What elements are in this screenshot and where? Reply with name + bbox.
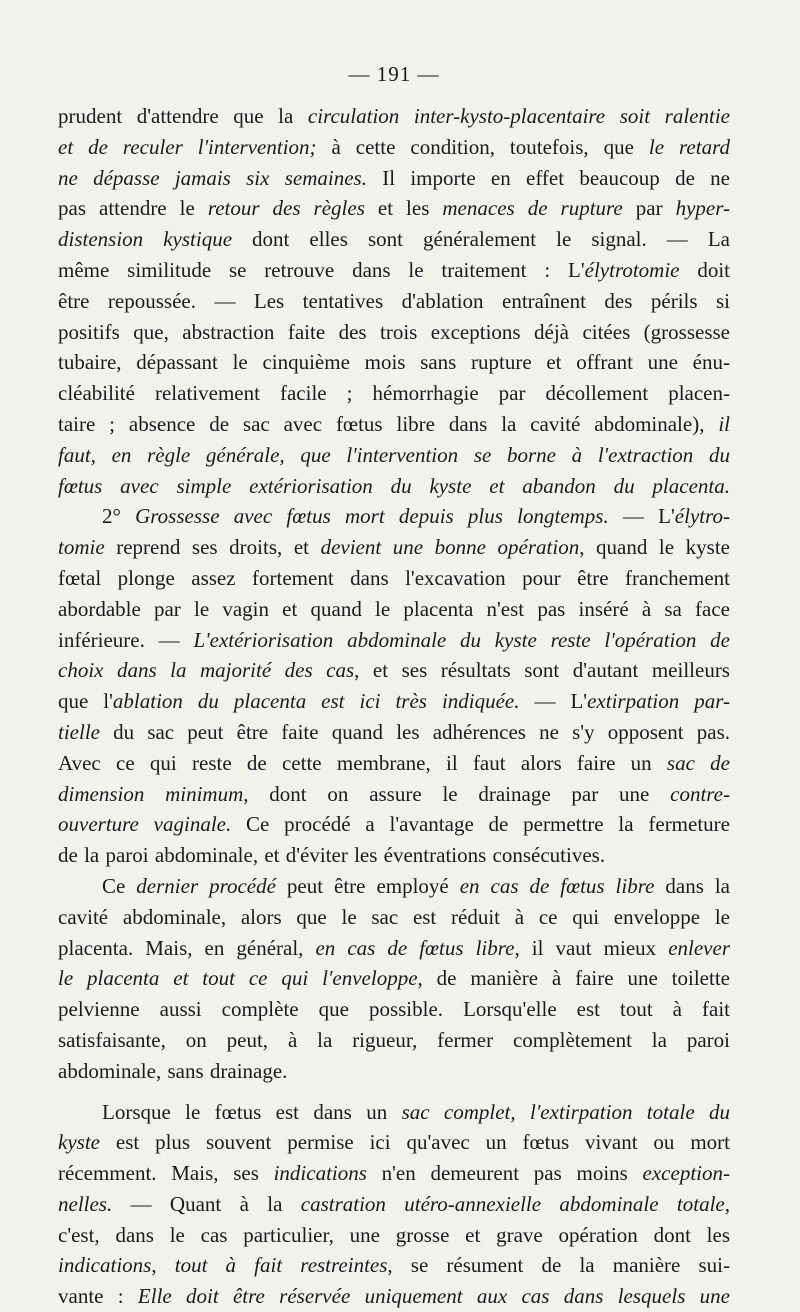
text-line — [58, 1127, 730, 1158]
text-line — [58, 317, 730, 348]
text-line — [58, 471, 730, 502]
italic-run: faut, en règle générale, que l'intervention se borne à l'extraction du — [58, 443, 730, 467]
text-run: cavité abdominale, alors que le sac est réduit à ce qui enveloppe le — [58, 905, 730, 929]
text-line — [58, 686, 730, 717]
text-run: fœtal plonge assez fortement dans l'excavation pour être franchement — [58, 566, 730, 590]
text-run: Il importe en effet beaucoup de ne — [367, 166, 730, 190]
italic-run: sac de — [667, 751, 730, 775]
text-line — [58, 101, 730, 132]
text-line — [58, 1281, 730, 1312]
italic-run: kyste — [58, 1130, 100, 1154]
text-run: pas attendre le — [58, 196, 208, 220]
text-run: inférieure. — — [58, 628, 193, 652]
text-line — [58, 286, 730, 317]
text-run: satisfaisante, on peut, à la rigueur, fermer complètement la paroi — [58, 1028, 730, 1052]
text-line — [58, 809, 730, 840]
text-run: , dont on assure le drainage par une — [243, 782, 670, 806]
italic-run: en cas de fœtus libre — [460, 874, 655, 898]
text-line — [58, 655, 730, 686]
text-run: , se résument de la manière sui- — [387, 1253, 730, 1277]
text-run: — Quant à la — [112, 1192, 301, 1216]
text-line — [58, 378, 730, 409]
italic-run: il — [718, 412, 730, 436]
italic-run: tout à fait restreintes — [175, 1253, 388, 1277]
italic-run: sac complet, l'extirpation totale du — [402, 1100, 730, 1124]
text-line — [58, 625, 730, 656]
text-run: , — [151, 1253, 174, 1277]
text-line — [58, 409, 730, 440]
text-run: cléabilité relativement facile ; hémorrhagie par décollement placen- — [58, 381, 730, 405]
italic-run: dimension minimum — [58, 782, 243, 806]
text-line — [58, 594, 730, 625]
italic-run: indications — [274, 1161, 367, 1185]
text-run: positifs que, abstraction faite des trois exceptions déjà citées (grossesse — [58, 320, 730, 344]
text-run: , et ses résultats sont d'autant meilleurs — [354, 658, 730, 682]
italic-run: retour des règles — [208, 196, 365, 220]
italic-run: indications — [58, 1253, 151, 1277]
italic-run: contre- — [670, 782, 730, 806]
italic-run: élytrotomie — [585, 258, 680, 282]
text-run: — L' — [520, 689, 588, 713]
text-line — [58, 779, 730, 810]
text-line — [58, 963, 730, 994]
italic-run: tielle — [58, 720, 100, 744]
text-run: Avec ce qui reste de cette membrane, il faut alors faire un — [58, 751, 667, 775]
italic-run: ne dépasse jamais six semaines. — [58, 166, 367, 190]
text-run: , de manière à faire une toilette — [418, 966, 730, 990]
text-line — [58, 163, 730, 194]
italic-run: en cas de fœtus libre — [315, 936, 514, 960]
paragraph-2 — [58, 501, 730, 871]
text-line — [58, 347, 730, 378]
text-line — [58, 1220, 730, 1251]
text-run: dans la — [654, 874, 730, 898]
text-run: prudent d'attendre que la — [58, 104, 308, 128]
text-run: que l' — [58, 689, 113, 713]
italic-run: distension kystique — [58, 227, 232, 251]
text-run: récemment. Mais, ses — [58, 1161, 274, 1185]
italic-run: ablation du placenta est ici très indiquée. — [113, 689, 520, 713]
text-line — [58, 1097, 730, 1128]
text-line — [58, 563, 730, 594]
text-run: placenta. Mais, en général, — [58, 936, 315, 960]
italic-run: extirpation par- — [587, 689, 730, 713]
text-run: du sac peut être faite quand les adhérences ne s'y opposent pas. — [100, 720, 730, 744]
text-run: , — [725, 1192, 730, 1216]
text-run: abdominale, sans drainage. — [58, 1059, 287, 1083]
text-line — [58, 1158, 730, 1189]
text-line — [58, 1189, 730, 1220]
text-run: c'est, dans le cas particulier, une grosse et grave opération dont les — [58, 1223, 730, 1247]
text-run: , il vaut mieux — [514, 936, 668, 960]
text-run: , quand le kyste — [579, 535, 730, 559]
text-line — [58, 440, 730, 471]
italic-run: circulation inter-kysto-placentaire soit ralentie — [308, 104, 730, 128]
text-line — [58, 1056, 730, 1087]
italic-run: nelles. — [58, 1192, 112, 1216]
text-run: — L' — [609, 504, 675, 528]
text-line — [58, 255, 730, 286]
italic-run: L'extériorisation abdominale du kyste reste l'opération de — [193, 628, 730, 652]
italic-run: choix dans la majorité des cas — [58, 658, 354, 682]
text-line — [58, 193, 730, 224]
text-line — [58, 1025, 730, 1056]
text-line — [58, 132, 730, 163]
text-run: vante : — [58, 1284, 138, 1308]
italic-run: élytro- — [675, 504, 730, 528]
italic-run: tomie — [58, 535, 105, 559]
text-line — [58, 871, 730, 902]
text-run: doit — [680, 258, 731, 282]
text-run: Lorsque le fœtus est dans un — [102, 1100, 402, 1124]
text-line — [58, 717, 730, 748]
italic-run: devient une bonne opération — [321, 535, 580, 559]
text-line — [58, 224, 730, 255]
paragraph-3 — [58, 871, 730, 1087]
text-line — [58, 933, 730, 964]
text-run: abordable par le vagin et quand le placenta n'est pas inséré à sa face — [58, 597, 730, 621]
text-run: Ce procédé a l'avantage de permettre la fermeture — [231, 812, 730, 836]
text-run: être repoussée. — Les tentatives d'ablation entraînent des périls si — [58, 289, 730, 313]
text-line — [58, 902, 730, 933]
italic-run: fœtus avec simple extériorisation du kyste et abandon du placenta. — [58, 474, 730, 498]
text-run: reprend ses droits, et — [105, 535, 321, 559]
text-run: de la paroi abdominale, et d'éviter les éventrations consécutives. — [58, 843, 605, 867]
italic-run: Elle doit être réservée uniquement aux cas dans lesquels une — [138, 1284, 730, 1308]
text-run: même similitude se retrouve dans le traitement : L' — [58, 258, 585, 282]
text-run: par — [623, 196, 676, 220]
text-run: Ce — [102, 874, 136, 898]
text-line — [58, 1250, 730, 1281]
italic-run: le retard — [649, 135, 730, 159]
text-run: et les — [365, 196, 443, 220]
italic-run: menaces de rupture — [442, 196, 622, 220]
italic-run: et de reculer l'intervention; — [58, 135, 317, 159]
paragraph-4 — [58, 1097, 730, 1312]
text-line — [58, 748, 730, 779]
paragraph-1 — [58, 101, 730, 501]
italic-run: dernier procédé — [136, 874, 276, 898]
text-run: à cette condition, toutefois, que — [317, 135, 649, 159]
text-run: n'en demeurent pas moins — [367, 1161, 643, 1185]
text-line — [58, 840, 730, 871]
text-line — [58, 501, 730, 532]
text-run: pelvienne aussi complète que possible. Lorsqu'elle est tout à fait — [58, 997, 730, 1021]
italic-run: castration utéro-annexielle abdominale totale — [301, 1192, 725, 1216]
text-run: peut être employé — [276, 874, 460, 898]
italic-run: exception- — [643, 1161, 730, 1185]
italic-run: le placenta et tout ce qui l'enveloppe — [58, 966, 418, 990]
text-run: taire ; absence de sac avec fœtus libre dans la cavité abdominale), — [58, 412, 718, 436]
text-run: tubaire, dépassant le cinquième mois sans rupture et offrant une énu- — [58, 350, 730, 374]
italic-run: Grossesse avec fœtus mort depuis plus longtemps. — [135, 504, 609, 528]
text-run: est plus souvent permise ici qu'avec un fœtus vivant ou mort — [100, 1130, 730, 1154]
paragraph-gap — [58, 1087, 730, 1097]
italic-run: enlever — [668, 936, 730, 960]
italic-run: hyper- — [676, 196, 730, 220]
page-number: — 191 — — [58, 62, 730, 87]
text-run: 2° — [102, 504, 135, 528]
text-run: dont elles sont généralement le signal. — La — [232, 227, 730, 251]
text-line — [58, 994, 730, 1025]
text-line — [58, 532, 730, 563]
italic-run: ouverture vaginale. — [58, 812, 231, 836]
